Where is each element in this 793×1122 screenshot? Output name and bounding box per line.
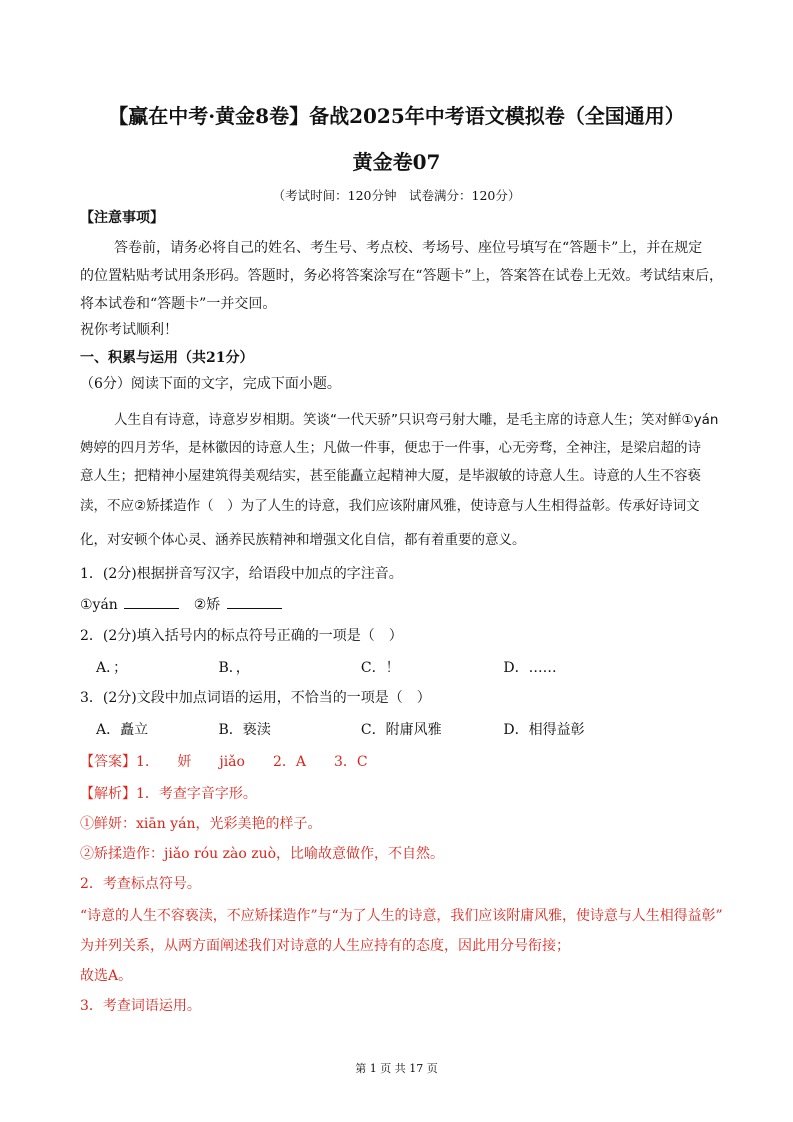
exam-subtitle: 黄金卷07 [352, 150, 441, 174]
q2-option-a[interactable]: A．； [96, 660, 128, 676]
blank-1-input[interactable] [124, 594, 179, 609]
question-2-options [96, 658, 557, 678]
question-1: 1．(2分)根据拼音写汉字，给语段中加点的字注音。 [80, 566, 403, 582]
question-1-blanks [80, 594, 292, 615]
q3-option-a[interactable]: A．矗立 [96, 722, 149, 738]
analysis-line-2: ①鲜妍：xiān yán，光彩美艳的样子。 [80, 816, 322, 832]
question-3-options [96, 720, 585, 740]
section-intro: （6分）阅读下面的文字，完成下面小题。 [80, 376, 341, 392]
blank-2-label: ②矫 [193, 597, 221, 613]
exam-meta: （考试时间：120分钟 试卷满分：120分） [272, 188, 521, 203]
q3-option-d[interactable]: D．相得益彰 [503, 722, 585, 738]
notice-heading: 【注意事项】 [80, 210, 164, 226]
analysis-line-3: ②矫揉造作：jiǎo róu zào zuò，比喻故意做作，不自然。 [80, 846, 445, 862]
passage-line-5: 化，对安顿个体心灵、涵养民族精神和增强文化自信，都有着重要的意义。 [80, 532, 526, 548]
blank-2-input[interactable] [227, 594, 282, 609]
exam-title: 【赢在中考·黄金8卷】备战2025年中考语文模拟卷（全国通用） [108, 104, 685, 128]
section-heading: 一、积累与运用（共21分） [80, 350, 254, 366]
q2-option-c[interactable]: C．！ [360, 660, 400, 676]
q3-option-c[interactable]: C．附庸风雅 [360, 722, 442, 738]
analysis-line-1 [80, 784, 257, 804]
blank-1-label: ①yán [80, 597, 118, 613]
analysis-label: 【解析】 [80, 786, 136, 802]
analysis-line-4: 2．考查标点符号。 [80, 876, 201, 892]
q2-option-d[interactable]: D．…… [503, 660, 557, 676]
analysis-line-6: 为并列关系，从两方面阐述我们对诗意的人生应持有的态度，因此用分号衔接； [80, 938, 570, 954]
notice-line-4: 祝你考试顺利！ [80, 322, 178, 338]
question-2: 2．(2分)填入括号内的标点符号正确的一项是（ ） [80, 628, 403, 644]
passage-line-4: 渎，不应②矫揉造作（ ）为了人生的诗意，我们应该附庸风雅，使诗意与人生相得益彰。传承好诗词文 [80, 498, 700, 514]
analysis-line-7: 故选A。 [80, 968, 133, 984]
passage-line-1: 人生自有诗意，诗意岁岁相期。笑谈“一代天骄”只识弯弓射大雕，是毛主席的诗意人生；笑对鲜①yán [114, 412, 719, 428]
q3-option-b[interactable]: B．亵渎 [218, 722, 271, 738]
passage-line-3: 意人生；把精神小屋建筑得美观结实，甚至能矗立起精神大厦，是毕淑敏的诗意人生。诗意的人生不容亵 [80, 468, 701, 484]
notice-line-1: 答卷前，请务必将自己的姓名、考生号、考点校、考场号、座位号填写在“答题卡”上，并在规定 [114, 240, 703, 256]
notice-line-3: 将本试卷和“答题卡”一并交回。 [80, 296, 277, 312]
analysis-line-8: 3．考查词语运用。 [80, 998, 201, 1014]
page-footer: 第 1 页 共 17 页 [355, 1062, 438, 1075]
notice-line-2: 的位置粘贴考试用条形码。答题时，务必将答案涂写在“答题卡”上，答案答在试卷上无效。考试结束后， [80, 268, 724, 284]
analysis-line-5: “诗意的人生不容亵渎，不应矫揉造作”与“为了人生的诗意，我们应该附庸风雅，使诗意与人生相得益彰” [80, 908, 723, 924]
answer-text: 1. 妍 jiǎo 2．A 3．C [136, 754, 368, 770]
q2-option-b[interactable]: B．， [218, 660, 250, 676]
answer-line [80, 752, 368, 772]
answer-label: 【答案】 [80, 754, 136, 770]
question-3: 3．(2分)文段中加点词语的运用，不恰当的一项是（ ） [80, 690, 431, 706]
passage-line-2: 娉婷的四月芳华，是林徽因的诗意人生；凡做一件事，便忠于一件事，心无旁骛，全神注，是梁启超的诗 [80, 440, 701, 456]
analysis-text-1: 1．考查字音字形。 [136, 786, 257, 802]
